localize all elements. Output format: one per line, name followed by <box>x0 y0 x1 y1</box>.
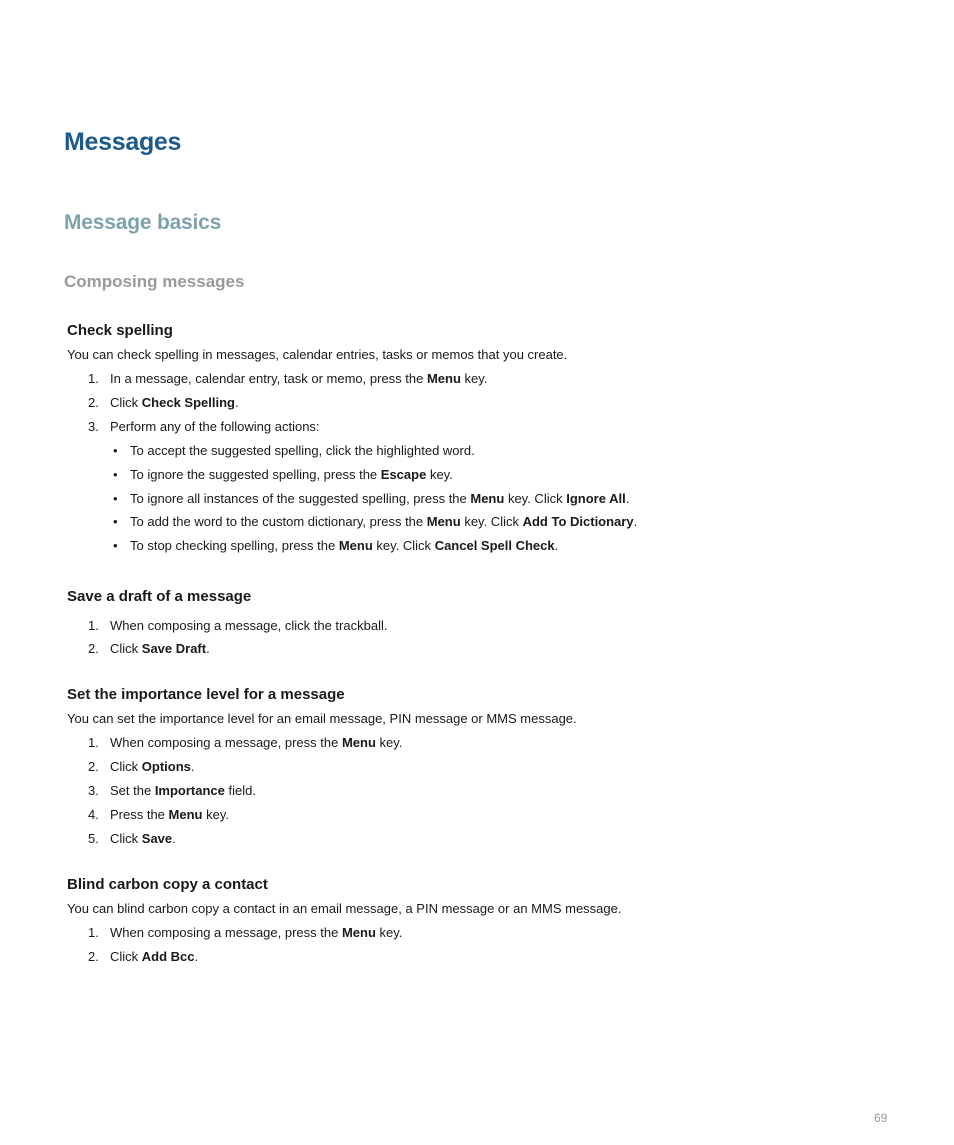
list-item: 4. Press the Menu key. <box>88 807 229 822</box>
page-title: Messages <box>64 128 182 156</box>
bullet-item: • To stop checking spelling, press the Menu key. Click Cancel Spell Check. <box>113 538 559 553</box>
bullet-item: • To ignore all instances of the suggested spelling, press the Menu key. Click Ignore All. <box>113 491 630 506</box>
subsection-heading: Composing messages <box>64 272 245 291</box>
list-item: 2. Click Check Spelling. <box>88 395 239 410</box>
list-item: 2. Click Save Draft. <box>88 641 210 656</box>
list-item: 5. Click Save. <box>88 831 176 846</box>
list-item: 3. Set the Importance field. <box>88 783 256 798</box>
list-item: 2. Click Options. <box>88 759 195 774</box>
list-item: 1. When composing a message, press the Menu key. <box>88 925 403 940</box>
save-draft-heading: Save a draft of a message <box>67 588 252 605</box>
page-number: 69 <box>874 1111 888 1125</box>
check-spelling-heading: Check spelling <box>67 322 173 339</box>
bcc-heading: Blind carbon copy a contact <box>67 876 268 893</box>
importance-intro: You can set the importance level for an email message, PIN message or MMS message. <box>67 711 577 726</box>
importance-heading: Set the importance level for a message <box>67 686 345 703</box>
list-item: 2. Click Add Bcc. <box>88 949 199 964</box>
bullet-item: • To ignore the suggested spelling, press the Escape key. <box>113 467 453 482</box>
list-item: 3. Perform any of the following actions: <box>88 419 320 434</box>
list-item: 1. When composing a message, press the Menu key. <box>88 735 403 750</box>
bcc-intro: You can blind carbon copy a contact in an email message, a PIN message or an MMS message. <box>67 901 622 916</box>
list-item: 1. In a message, calendar entry, task or memo, press the Menu key. <box>88 371 488 386</box>
section-heading: Message basics <box>64 211 222 234</box>
list-item: 1. When composing a message, click the trackball. <box>88 618 388 633</box>
bullet-item: • To accept the suggested spelling, click the highlighted word. <box>113 443 475 458</box>
check-spelling-intro: You can check spelling in messages, calendar entries, tasks or memos that you create. <box>67 347 568 362</box>
bullet-item: • To add the word to the custom dictionary, press the Menu key. Click Add To Dictionary. <box>113 514 638 529</box>
